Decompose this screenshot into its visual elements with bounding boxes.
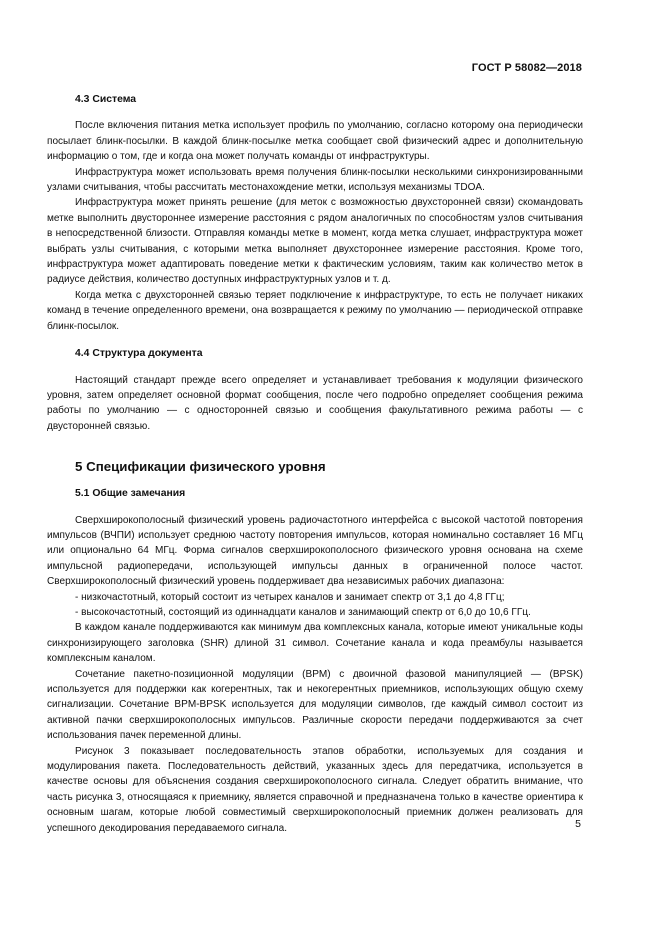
paragraph: Когда метка с двухсторонней связью теряет подключение к инфраструктуре, то есть не получает никаких команд в течение определенного времени, она возвращается к режиму по умолчанию — периодической отправке блинк-посылок. <box>47 289 583 332</box>
page-number: 5 <box>575 818 581 830</box>
list-item: - низкочастотный, который состоит из четырех каналов и занимает спектр от 3,1 до 4,8 ГГц; <box>75 591 505 603</box>
section-5-heading: 5 Спецификации физического уровня <box>75 459 326 475</box>
paragraph: Рисунок 3 показывает последовательность этапов обработки, используемых для создания и модулирования пакета. Последовательность действий, указанных здесь для передатчика, используется в качестве основы для объяснения создания сверхширокополосного сигнала. Следует обратить внимание, что часть рисунка 3, относящаяся к приемнику, является справочной и предназначена только в качестве ориентира к основным шагам, которые любой совместимый сверхширокополосный приемник должен реализовать для успешного декодирования передаваемого сигнала. <box>47 745 583 834</box>
document-body <box>47 92 583 836</box>
section-5-1-heading: 5.1 Общие замечания <box>75 488 186 500</box>
paragraph: Сочетание пакетно-позиционной модуляции (BPM) с двоичной фазовой манипуляцией — (BPSK) используется для поддержки как когерентных, так и некогерентных приемников, использующих общую схему сигнализации. Сочетание BPM-BPSK используется для модуляции символов, где каждый символ состоит из активной пачки сверхширокополосных импульсов. Различные скорости передачи поддерживаются за счет использования пачек переменной длины. <box>47 668 583 742</box>
paragraph: После включения питания метка использует профиль по умолчанию, согласно которому она периодически посылает блинк-посылки. В каждой блинк-посылке метка сообщает свой физический адрес и дополнительную информацию о том, где и когда она может получать команды от инфраструктуры. <box>47 120 583 163</box>
standard-header: ГОСТ Р 58082—2018 <box>471 62 582 74</box>
paragraph: Сверхширокополосный физический уровень радиочастотного интерфейса с высокой частотой повторения импульсов (ВЧПИ) использует среднюю частоту повторения импульсов, которая номинально составляет 16 МГц или опционально 64 МГц. Форма сигналов сверхширокополосного физического уровня основана на схеме импульсной радиопередачи, использующей импульсы данных в ограниченной полосе частот. Сверхширокополосный физический уровень поддерживает два независимых рабочих диапазона: <box>47 514 583 588</box>
paragraph: Инфраструктура может принять решение (для меток с возможностью двухсторонней связи) скомандовать метке выполнить двустороннее измерение расстояния с рядом аналогичных по способностям узлов считывания в непосредственной близости. Отправляя команды метке в момент, когда метка слушает, инфраструктура может выбрать узлы считывания, с которыми метка выполняет двухстороннее измерение расстояния. Кроме того, инфраструктура может адаптировать поведение метки к фактическим условиям, таким как количество меток в радиусе действия, количество доступных инфраструктурных узлов и т. д. <box>47 197 583 286</box>
list-item: - высокочастотный, состоящий из одиннадцати каналов и занимающий спектр от 6,0 до 10,6 ГГц. <box>75 606 531 618</box>
paragraph: Инфраструктура может использовать время получения блинк-посылки несколькими синхронизированными узлами считывания, чтобы рассчитать местонахождение метки, используя механизмы TDOA. <box>47 166 583 194</box>
section-4-4-heading: 4.4 Структура документа <box>75 348 203 360</box>
section-4-3-heading: 4.3 Система <box>75 94 137 105</box>
paragraph: В каждом канале поддерживаются как минимум два комплексных канала, которые имеют уникальные коды синхронизирующего заголовка (SHR) длиной 31 символ. Сочетание канала и кода преамбулы называется комплексным каналом. <box>47 622 583 665</box>
paragraph: Настоящий стандарт прежде всего определяет и устанавливает требования к модуляции физического уровня, затем определяет основной формат сообщения, после чего подробно определяет сообщения режима работы по умолчанию — с односторонней связью и сообщения факультативного режима работы — с двусторонней связью. <box>47 374 583 432</box>
